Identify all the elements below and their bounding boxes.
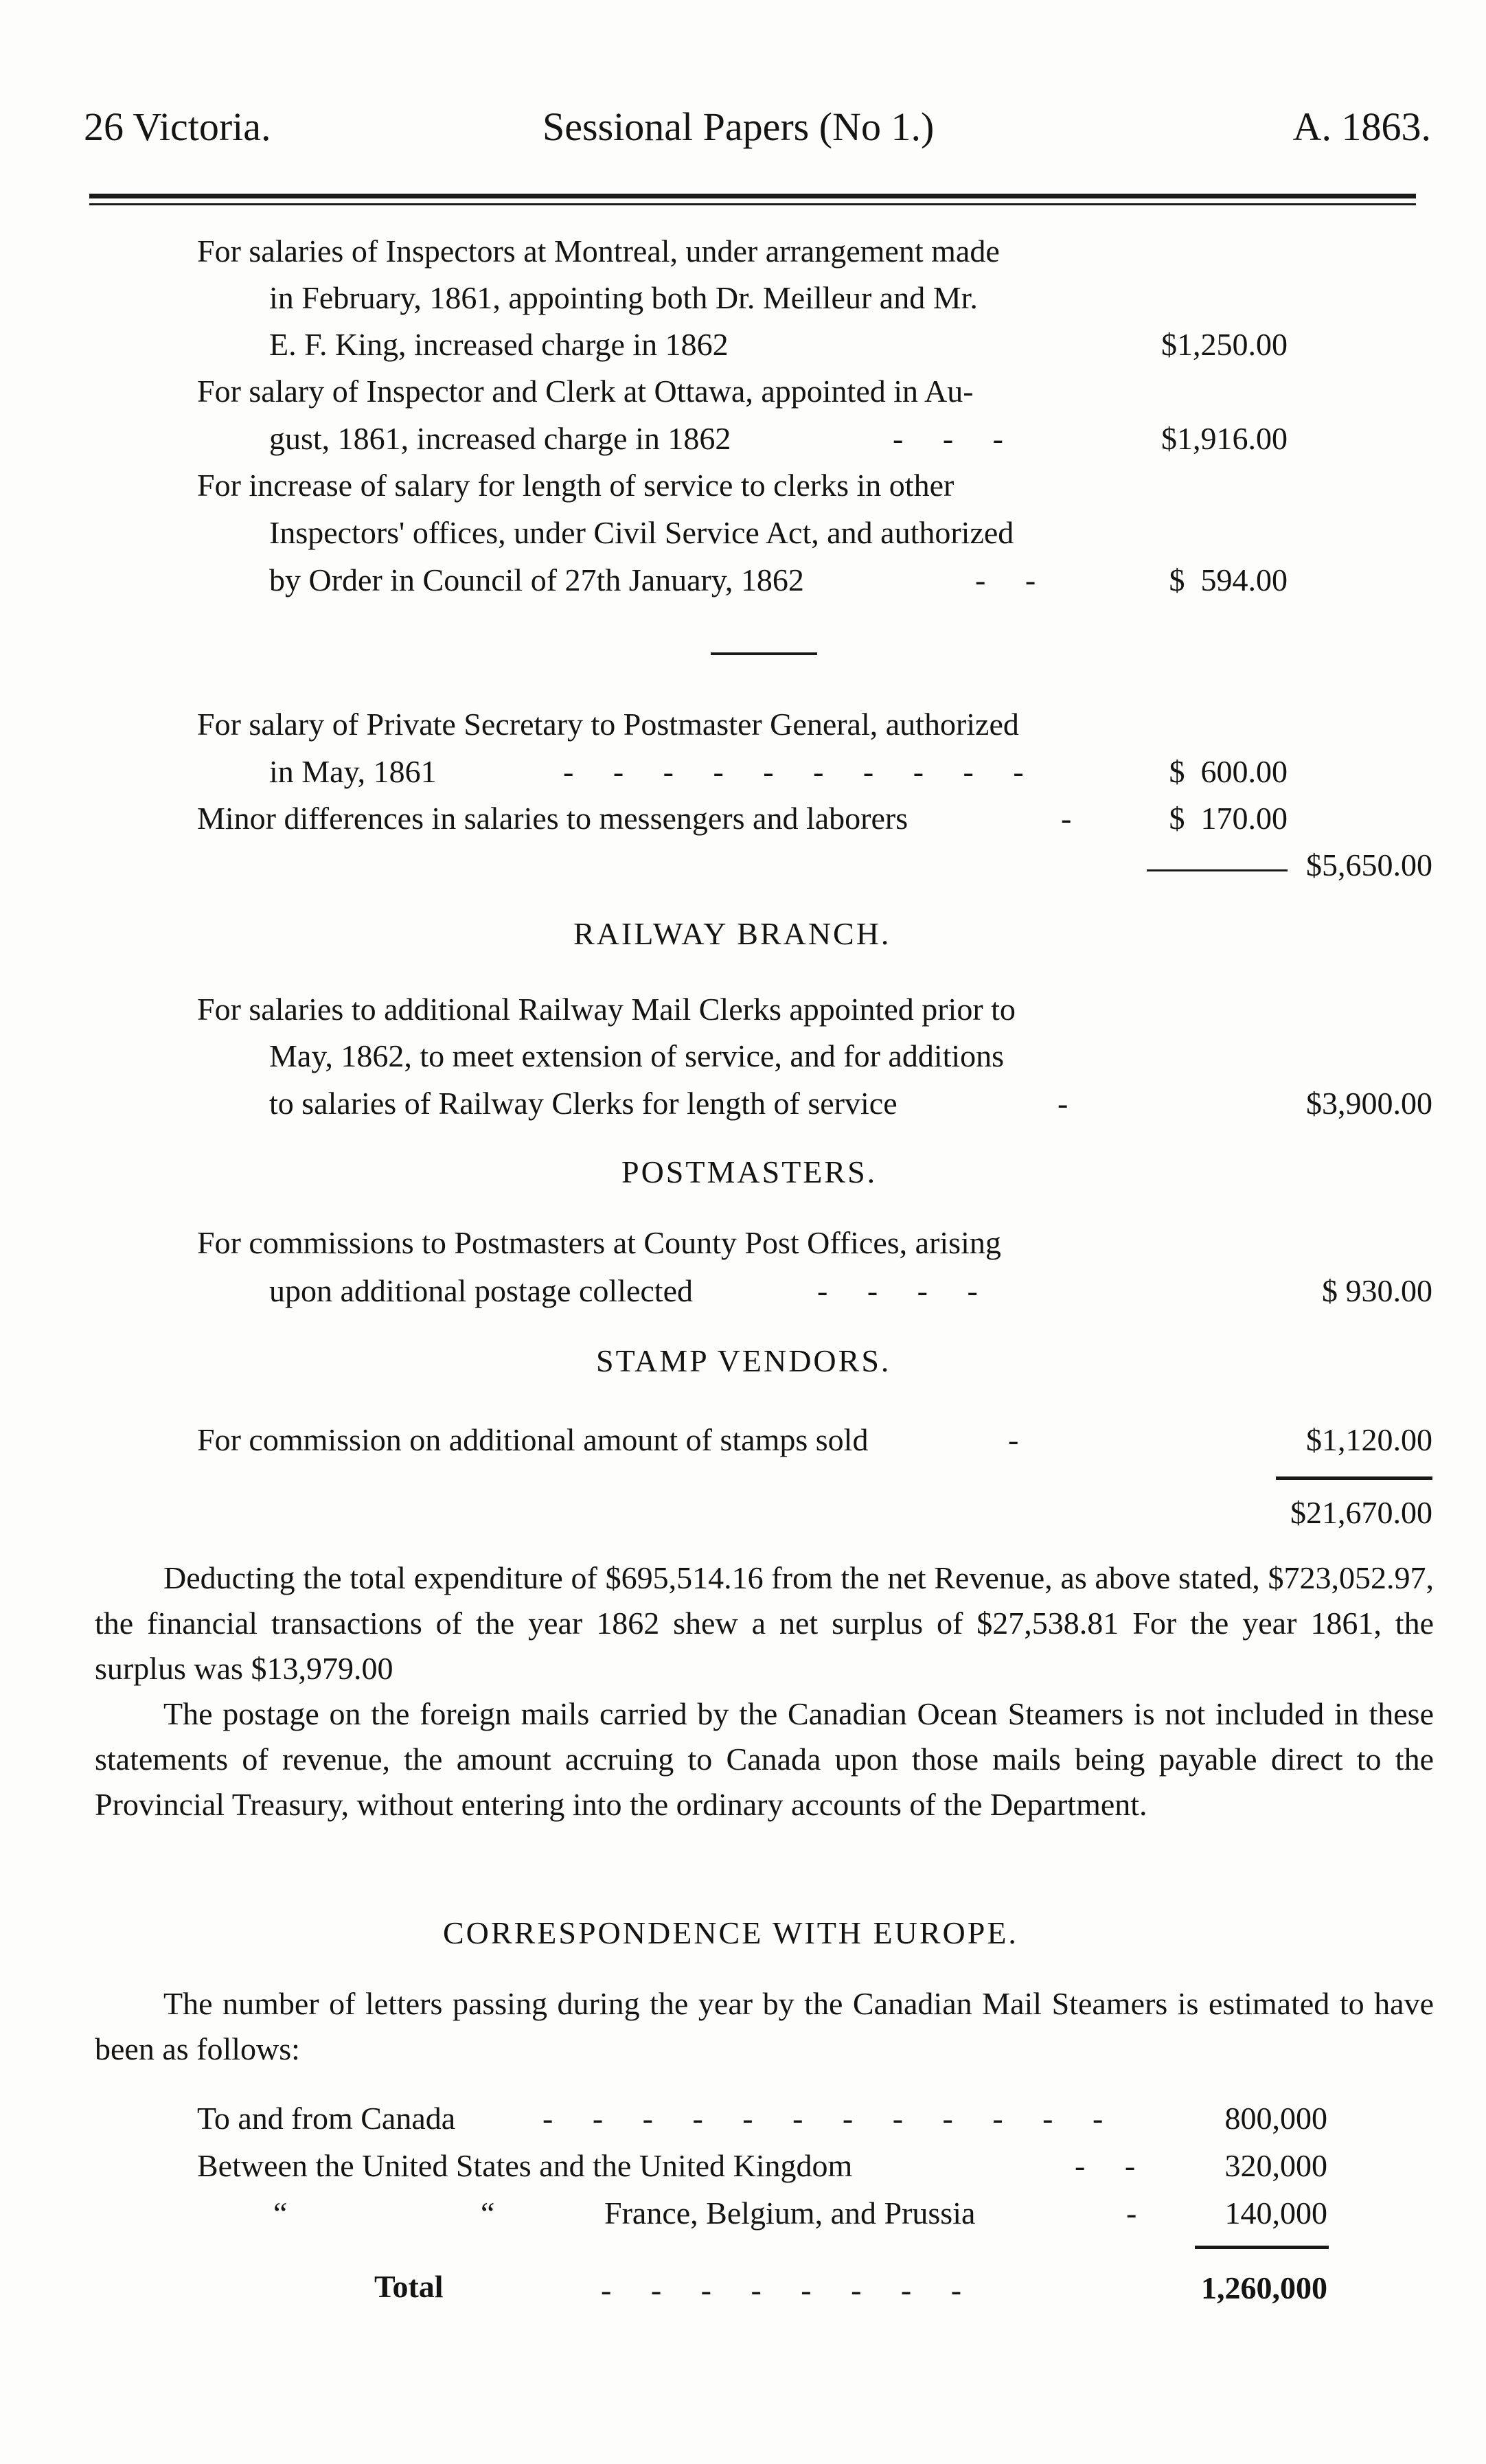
- item-2-amount: $1,916.00: [1161, 421, 1288, 456]
- item-1-amount: $1,250.00: [1161, 327, 1288, 362]
- item-3-line-1: For increase of salary for length of service to clerks in other: [197, 468, 955, 503]
- item-3-amount: $ 594.00: [1169, 562, 1288, 597]
- postmasters-heading: POSTMASTERS.: [621, 1154, 878, 1189]
- table-total-leader: - - - - - - - -: [601, 2272, 962, 2307]
- paragraph-surplus-text: Deducting the total expenditure of $695,514.16 from the net Revenue, as above stated, $723,052.97, the financial transactions of the year 1862 shew a net surplus of $27,538.81 For the year 1861, the surplus was $13,979.00: [95, 1560, 1434, 1686]
- subtotal-amount: $5,650.00: [1306, 847, 1432, 882]
- item-4-leader: - - - - - - - - - -: [563, 754, 1024, 789]
- item-5-leader: -: [1061, 801, 1072, 836]
- table-row-leader: - - - - - - - - - - - -: [542, 2101, 1104, 2136]
- item-5-amount: $ 170.00: [1169, 801, 1288, 836]
- paragraph-surplus: [95, 1555, 1434, 1691]
- item-4-line-2: in May, 1861: [269, 754, 437, 789]
- correspondence-heading: CORRESPONDENCE WITH EUROPE.: [443, 1915, 1018, 1950]
- postmasters-line-1: For commissions to Postmasters at County Post Offices, arising: [197, 1225, 1001, 1260]
- item-3-line-2: Inspectors' offices, under Civil Service Act, and authorized: [269, 515, 1014, 550]
- stamp-leader: -: [1008, 1422, 1019, 1457]
- item-2-leader: - - -: [893, 421, 1003, 456]
- ditto-mark: “: [273, 2195, 288, 2231]
- total-rule: [1276, 1476, 1432, 1480]
- header-title: Sessional Papers (No 1.): [542, 104, 935, 149]
- item-1-line-2: in February, 1861, appointing both Dr. Meilleur and Mr.: [269, 280, 978, 315]
- paragraph-foreign-mails-text: The postage on the foreign mails carried by the Canadian Ocean Steamers is not included in these statements of revenue, the amount accruing to Canada upon those mails being payable direct to the Provincial Treasury, without entering into the ordinary accounts of the Department.: [95, 1696, 1434, 1822]
- postmasters-line-2: upon additional postage collected: [269, 1273, 693, 1308]
- item-1-line-1: For salaries of Inspectors at Montreal, under arrangement made: [197, 233, 1000, 269]
- stamp-amount: $1,120.00: [1306, 1422, 1432, 1457]
- correspondence-intro: [95, 1981, 1434, 2072]
- table-row-value: 320,000: [1224, 2148, 1327, 2183]
- header-rule-thick: [89, 194, 1416, 198]
- postmasters-leader: - - - -: [817, 1273, 978, 1308]
- railway-line-3: to salaries of Railway Clerks for length of service: [269, 1086, 898, 1121]
- item-3-line-3: by Order in Council of 27th January, 1862: [269, 562, 804, 597]
- table-row-leader: - -: [1075, 2148, 1136, 2183]
- correspondence-intro-text: The number of letters passing during the year by the Canadian Mail Steamers is estimated to have been as follows:: [95, 1986, 1434, 2066]
- item-2-line-1: For salary of Inspector and Clerk at Ottawa, appointed in Au-: [197, 374, 974, 409]
- item-2-line-2: gust, 1861, increased charge in 1862: [269, 421, 731, 456]
- railway-heading: RAILWAY BRANCH.: [573, 916, 891, 951]
- railway-leader: -: [1058, 1086, 1068, 1121]
- item-3-leader: - -: [975, 562, 1036, 597]
- table-total-value: 1,260,000: [1201, 2270, 1327, 2305]
- postmasters-amount: $ 930.00: [1322, 1273, 1432, 1308]
- railway-line-1: For salaries to additional Railway Mail Clerks appointed prior to: [197, 992, 1016, 1027]
- section-divider: [711, 652, 817, 655]
- header-session: 26 Victoria.: [84, 104, 271, 149]
- table-row-label: France, Belgium, and Prussia: [604, 2195, 976, 2231]
- item-4-line-1: For salary of Private Secretary to Postmaster General, authorized: [197, 707, 1019, 742]
- stamp-heading: STAMP VENDORS.: [596, 1343, 891, 1378]
- table-row-leader: -: [1126, 2195, 1137, 2231]
- grand-total-amount: $21,670.00: [1290, 1495, 1432, 1530]
- table-total-label: Total: [374, 2269, 444, 2304]
- item-5-line-1: Minor differences in salaries to messengers and laborers: [197, 801, 908, 836]
- paragraph-foreign-mails: [95, 1691, 1434, 1827]
- table-row-value: 140,000: [1224, 2195, 1327, 2231]
- ditto-mark: “: [481, 2195, 495, 2231]
- header-year: A. 1863.: [1292, 104, 1431, 149]
- railway-amount: $3,900.00: [1306, 1086, 1432, 1121]
- item-1-line-3: E. F. King, increased charge in 1862: [269, 327, 729, 362]
- subtotal-rule: [1147, 869, 1288, 871]
- table-total-rule: [1195, 2246, 1329, 2249]
- railway-line-2: May, 1862, to meet extension of service, and for additions: [269, 1038, 1005, 1073]
- item-4-amount: $ 600.00: [1169, 754, 1288, 789]
- table-row-label: Between the United States and the United Kingdom: [197, 2148, 853, 2183]
- table-row-label: To and from Canada: [197, 2101, 456, 2136]
- header-rule-thin: [89, 203, 1416, 205]
- table-row-value: 800,000: [1224, 2101, 1327, 2136]
- stamp-line-1: For commission on additional amount of stamps sold: [197, 1422, 869, 1457]
